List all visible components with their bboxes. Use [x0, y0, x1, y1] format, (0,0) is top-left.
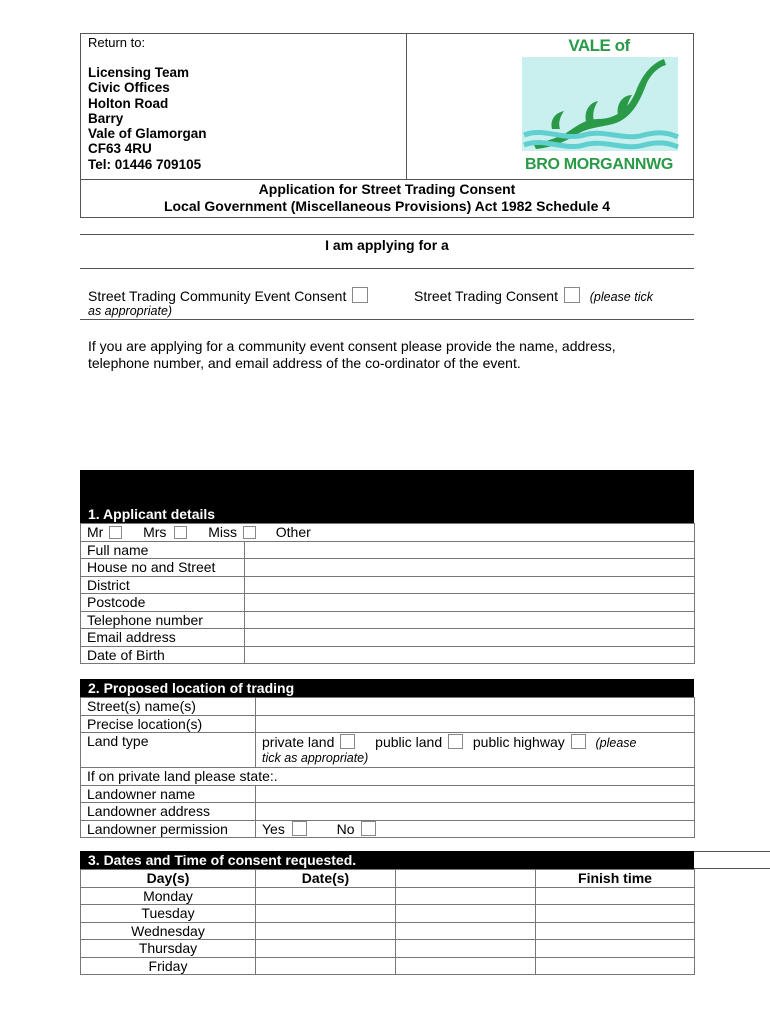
section1-heading: 1. Applicant details — [88, 506, 216, 522]
title-mr-checkbox[interactable] — [109, 526, 122, 539]
land-tick-note-continued: tick as appropriate) — [262, 751, 369, 765]
table-row — [81, 922, 695, 940]
street-trading-checkbox[interactable] — [564, 287, 580, 303]
finish-time-header: Finish time — [536, 870, 695, 888]
permission-yes-label: Yes — [262, 820, 285, 837]
postcode-field[interactable] — [245, 594, 695, 612]
divider — [694, 868, 770, 869]
full-name-field[interactable] — [245, 541, 695, 559]
row-label: Full name — [81, 541, 245, 559]
landowner-name-field[interactable] — [256, 785, 695, 803]
applying-heading: I am applying for a — [325, 237, 449, 253]
dates-header: Date(s) — [256, 870, 396, 888]
address-line: Holton Road — [88, 95, 169, 111]
row-label: Precise location(s) — [81, 715, 256, 733]
finish-time-field[interactable] — [536, 905, 695, 923]
row-label: Postcode — [81, 594, 245, 612]
table-row — [81, 576, 695, 594]
dates-times-table — [80, 869, 695, 975]
permission-no-label: No — [336, 820, 355, 837]
consent-type-options — [88, 287, 368, 304]
row-label: Street(s) name(s) — [81, 698, 256, 716]
date-of-birth-field[interactable] — [245, 646, 695, 664]
table-row — [81, 594, 695, 612]
land-type-options — [256, 733, 695, 768]
date-field[interactable] — [256, 905, 396, 923]
community-event-instructions — [88, 338, 616, 372]
section1-header — [80, 470, 694, 523]
private-land-instruction: If on private land please state:. — [81, 768, 695, 786]
private-land-label: private land — [262, 734, 335, 750]
permission-yes-checkbox[interactable] — [292, 821, 307, 836]
title-mrs-checkbox[interactable] — [174, 526, 187, 539]
table-row — [81, 905, 695, 923]
start-time-field[interactable] — [396, 887, 536, 905]
row-label: Land type — [81, 733, 256, 768]
section2-heading: 2. Proposed location of trading — [88, 680, 295, 696]
row-label: Telephone number — [81, 611, 245, 629]
wave-emblem-icon — [514, 57, 684, 157]
private-land-checkbox[interactable] — [340, 734, 355, 749]
address-line: Licensing Team — [88, 65, 190, 80]
date-field[interactable] — [256, 957, 396, 975]
section2-header — [80, 679, 694, 697]
email-field[interactable] — [245, 629, 695, 647]
street-trading-option-label: Street Trading Consent — [414, 288, 558, 304]
location-table — [80, 697, 695, 838]
landowner-address-field[interactable] — [256, 803, 695, 821]
return-address — [88, 65, 207, 172]
tick-note-continued: as appropriate) — [88, 304, 173, 318]
table-row — [81, 698, 695, 716]
day-cell: Thursday — [81, 940, 256, 958]
street-field[interactable] — [245, 559, 695, 577]
district-field[interactable] — [245, 576, 695, 594]
public-highway-checkbox[interactable] — [571, 734, 586, 749]
table-header-row — [81, 870, 695, 888]
public-land-checkbox[interactable] — [448, 734, 463, 749]
address-line: CF63 4RU — [88, 141, 152, 157]
instruction-line: If you are applying for a community event consent please provide the name, address, — [88, 338, 616, 354]
precise-location-field[interactable] — [256, 715, 695, 733]
tick-note: (please tick — [589, 290, 653, 304]
street-trading-option — [414, 287, 653, 304]
community-event-option-label: Street Trading Community Event Consent — [88, 288, 347, 304]
title-mr-label: Mr — [87, 524, 104, 540]
finish-time-field[interactable] — [536, 887, 695, 905]
form-subtitle: Local Government (Miscellaneous Provisions) Act 1982 Schedule 4 — [163, 198, 611, 214]
date-field[interactable] — [256, 922, 396, 940]
start-time-field[interactable] — [396, 922, 536, 940]
table-row — [81, 715, 695, 733]
blank-header — [396, 870, 536, 888]
street-names-field[interactable] — [256, 698, 695, 716]
logo-top-text: VALE of — [568, 36, 630, 55]
address-line: Barry — [88, 110, 124, 126]
date-field[interactable] — [256, 887, 396, 905]
divider — [694, 851, 770, 852]
title-miss-label: Miss — [208, 524, 237, 540]
table-row — [81, 957, 695, 975]
title-miss-checkbox[interactable] — [243, 526, 256, 539]
divider — [80, 268, 694, 269]
table-row — [81, 611, 695, 629]
address-line: Civic Offices — [88, 80, 170, 96]
finish-time-field[interactable] — [536, 957, 695, 975]
day-cell: Monday — [81, 887, 256, 905]
table-row — [81, 940, 695, 958]
land-type-row — [81, 733, 695, 768]
return-to-label: Return to: — [88, 35, 146, 50]
telephone-field[interactable] — [245, 611, 695, 629]
days-header: Day(s) — [81, 870, 256, 888]
council-logo — [514, 36, 684, 176]
start-time-field[interactable] — [396, 957, 536, 975]
table-row — [81, 887, 695, 905]
title-other-label: Other — [275, 524, 311, 540]
table-row — [81, 559, 695, 577]
instruction-line: telephone number, and email address of the co-ordinator of the event. — [88, 355, 521, 371]
permission-options — [256, 820, 695, 838]
row-label: House no and Street — [81, 559, 245, 577]
form-title: Application for Street Trading Consent — [258, 181, 516, 197]
table-row — [81, 646, 695, 664]
row-label: Landowner permission — [81, 820, 256, 838]
community-event-checkbox[interactable] — [352, 287, 368, 303]
address-line: Vale of Glamorgan — [88, 126, 207, 142]
date-field[interactable] — [256, 940, 396, 958]
start-time-field[interactable] — [396, 940, 536, 958]
row-label: Landowner name — [81, 785, 256, 803]
day-cell: Wednesday — [81, 922, 256, 940]
logo-bottom-text: BRO MORGANNWG — [524, 156, 674, 173]
section3-heading: 3. Dates and Time of consent requested. — [88, 852, 357, 868]
public-highway-label: public highway — [472, 734, 565, 750]
table-row — [81, 785, 695, 803]
day-cell: Friday — [81, 957, 256, 975]
row-label: Email address — [81, 629, 245, 647]
divider — [80, 234, 694, 235]
row-label: District — [81, 576, 245, 594]
title-row — [81, 524, 695, 542]
table-row — [81, 803, 695, 821]
divider — [80, 319, 694, 320]
table-row — [81, 629, 695, 647]
start-time-field[interactable] — [396, 905, 536, 923]
table-row — [81, 541, 695, 559]
applicant-details-table — [80, 523, 695, 664]
land-tick-note: (please — [595, 736, 637, 750]
address-line: Tel: 01446 709105 — [88, 156, 202, 172]
permission-row — [81, 820, 695, 838]
row-label: Landowner address — [81, 803, 256, 821]
finish-time-field[interactable] — [536, 940, 695, 958]
table-row — [81, 768, 695, 786]
public-land-label: public land — [375, 734, 443, 750]
permission-no-checkbox[interactable] — [361, 821, 376, 836]
row-label: Date of Birth — [81, 646, 245, 664]
finish-time-field[interactable] — [536, 922, 695, 940]
section3-header — [80, 851, 694, 869]
title-mrs-label: Mrs — [143, 524, 167, 540]
day-cell: Tuesday — [81, 905, 256, 923]
